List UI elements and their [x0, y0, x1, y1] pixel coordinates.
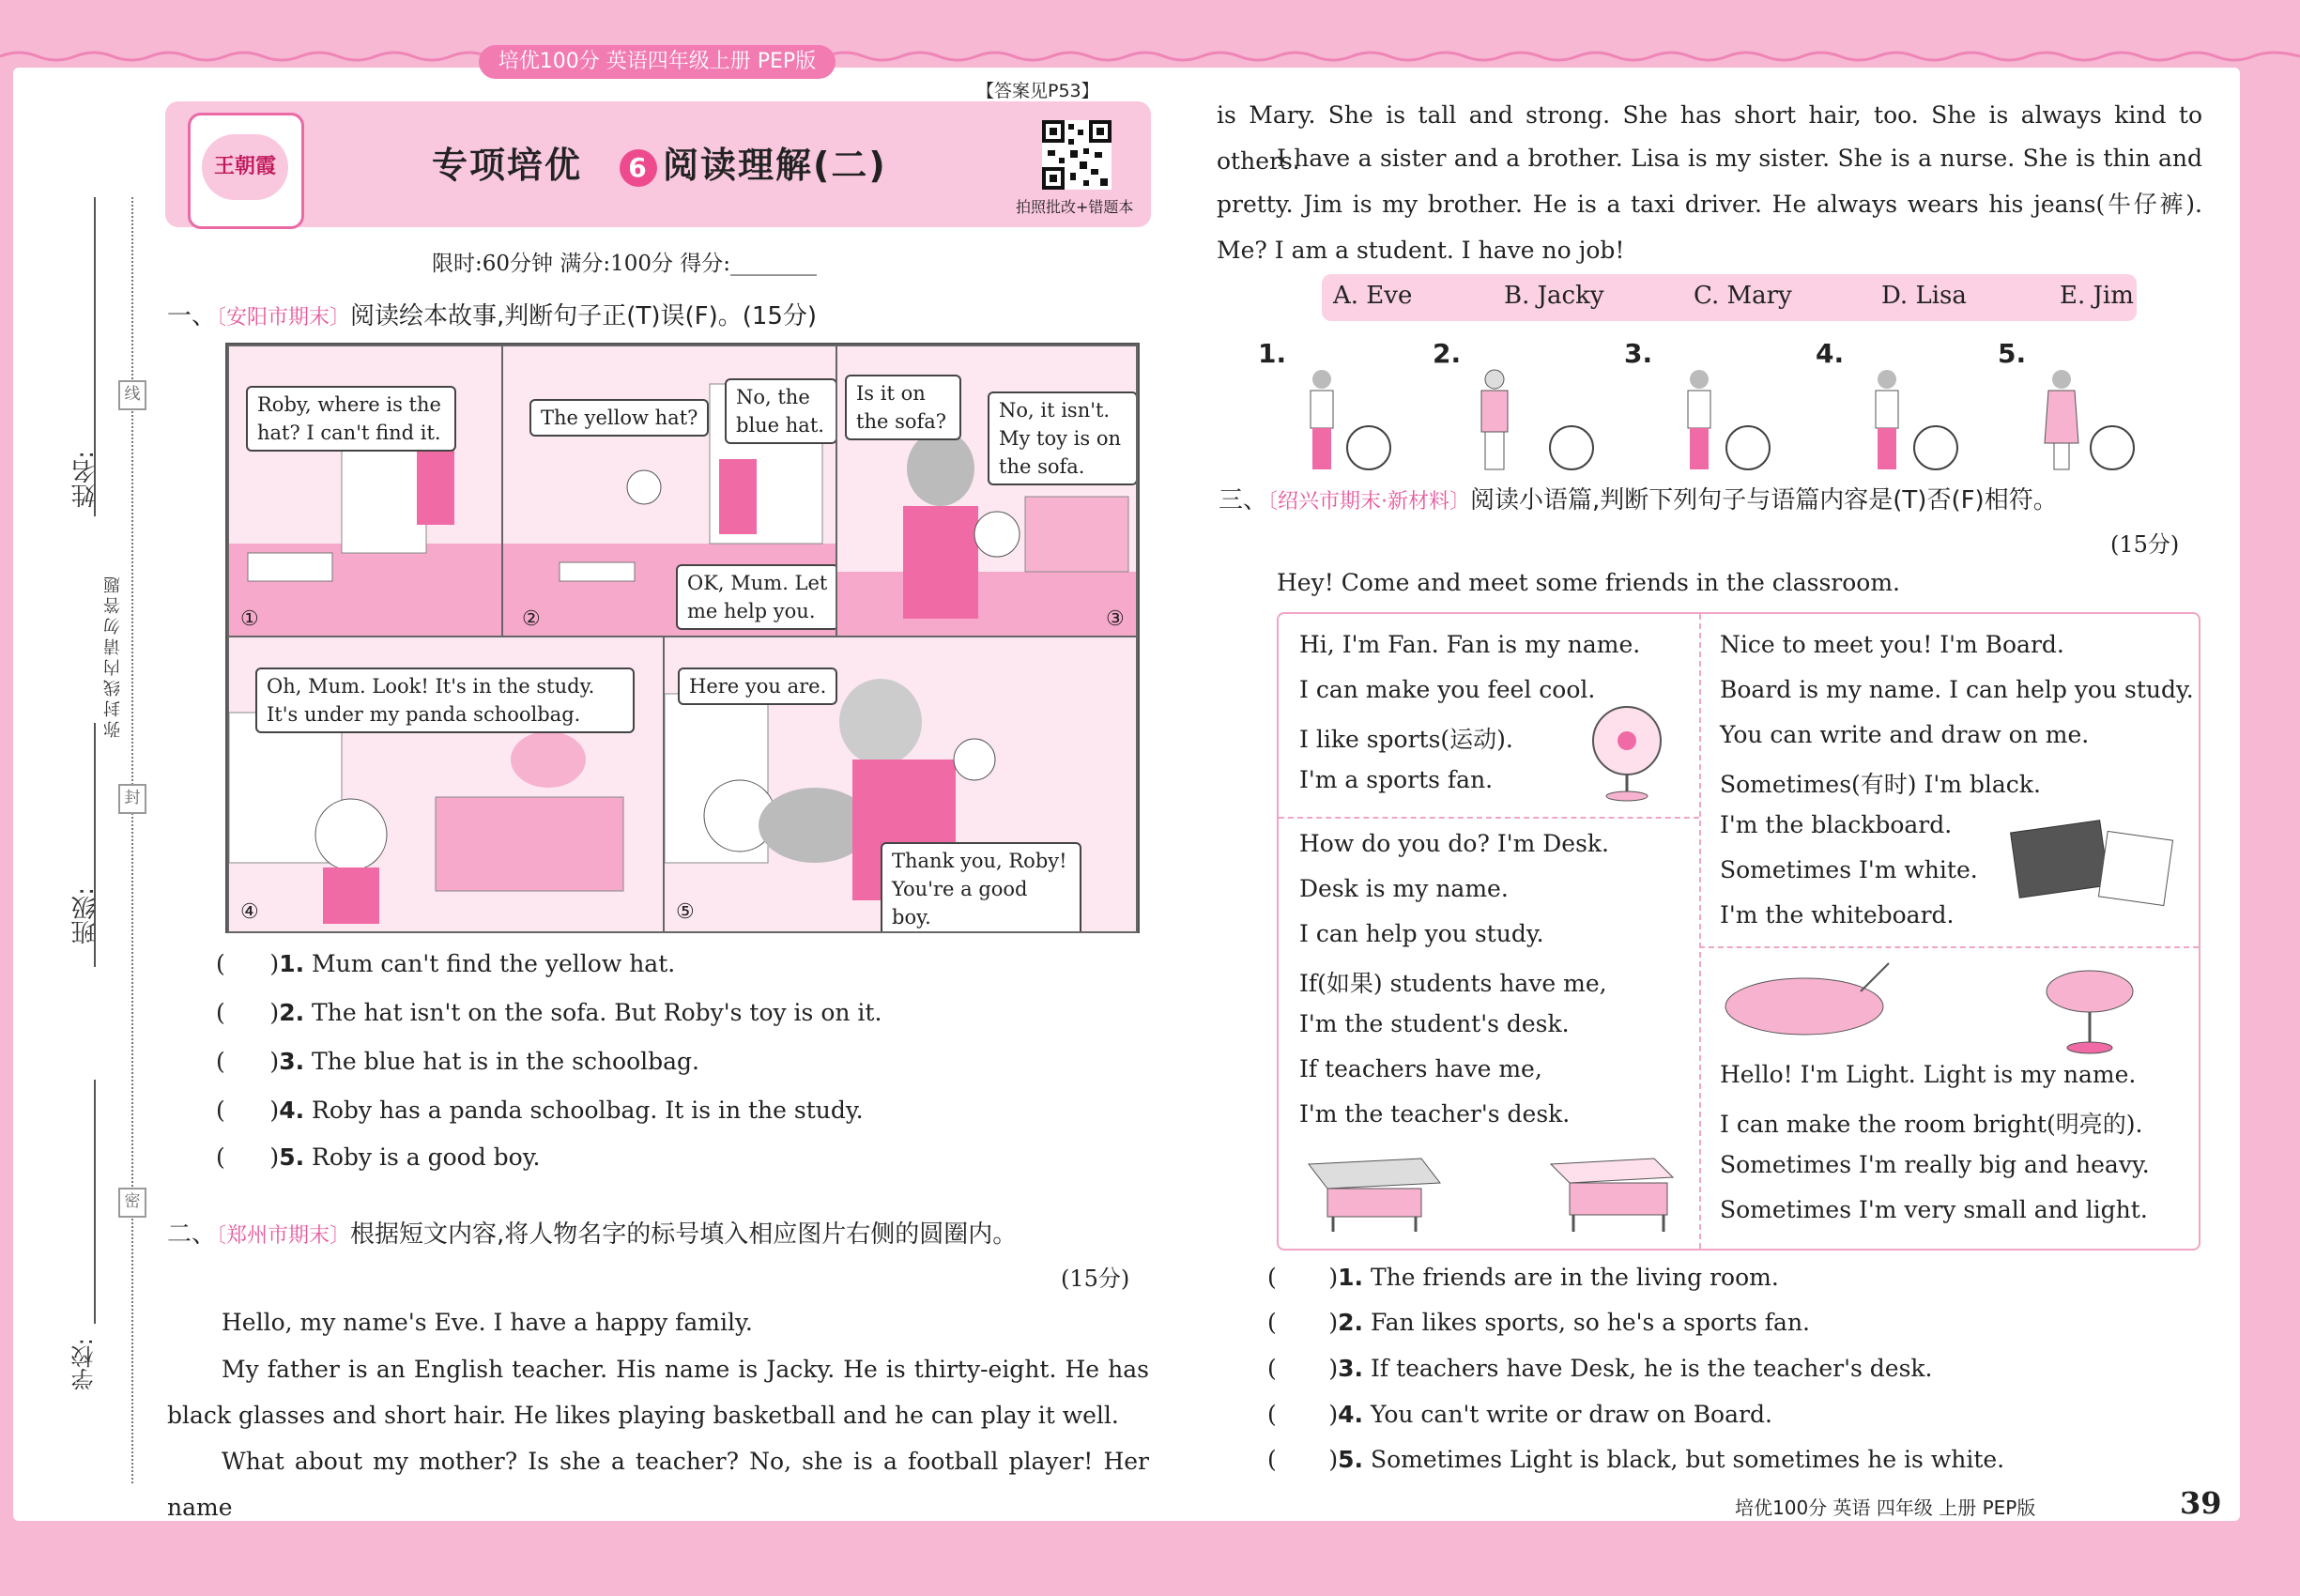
tf-item-1: ( )1. Mum can't find the yellow hat. [216, 950, 676, 977]
light-line: Hello! I'm Light. Light is my name. [1720, 1061, 2137, 1088]
section2-points: (15分) [1061, 1266, 1130, 1292]
figure-number: 2. [1433, 338, 1462, 369]
answer-circle[interactable] [1549, 425, 1594, 470]
grid-divider [1699, 614, 1701, 1249]
tf-item-2: ( )2. The hat isn't on the sofa. But Roby's toy is on it. [216, 999, 882, 1026]
s3-tf-item-1: ( )1. The friends are in the living room. [1267, 1264, 1779, 1291]
publisher-logo [188, 113, 304, 229]
board-line: Sometimes(有时) I'm black. [1720, 771, 2041, 798]
board-line: I'm the blackboard. [1720, 811, 1953, 838]
desk-line: If teachers have me, [1299, 1055, 1542, 1082]
teacher-desk-icon [1532, 1145, 1682, 1234]
item-text: You can't write or draw on Board. [1371, 1401, 1772, 1428]
name-label: 姓名: [71, 451, 100, 508]
lesson-number-badge: 6 [620, 149, 657, 187]
answer-circle[interactable] [1725, 425, 1771, 470]
name-options-bar [1322, 274, 2137, 321]
person-figure-icon [1680, 368, 1718, 473]
speech-bubble: No, it isn't. My toy is on the sofa. [988, 391, 1138, 485]
section2-source: 〔郑州市期末〕 [216, 1224, 351, 1248]
speech-bubble: The yellow hat? [529, 399, 709, 437]
page-title [432, 136, 887, 188]
passage-paragraph-3-cont: is Mary. She is tall and strong. She has short hair, too. She is always kind to others. [1217, 101, 2202, 175]
section3-source: 〔绍兴市期末·新材料〕 [1267, 490, 1471, 514]
figure-number: 4. [1816, 338, 1845, 369]
school-label: 学校: [71, 1338, 98, 1391]
blackboard-whiteboard-icon [2009, 807, 2178, 920]
pink-wave-border [0, 0, 2300, 75]
fan-line: I can make you feel cool. [1299, 676, 1596, 703]
panel-number: ④ [240, 900, 259, 924]
board-line: Nice to meet you! I'm Board. [1720, 631, 2064, 658]
tf-item-4: ( )4. Roby has a panda schoolbag. It is in the study. [216, 1097, 864, 1124]
seal-box-line: 线 [118, 380, 146, 410]
item-number: 2. [1338, 1309, 1364, 1336]
passage-paragraph-1: Hello, my name's Eve. I have a happy family. [222, 1309, 753, 1336]
book-tag: 培优100分 英语四年级上册 PEP版 [479, 45, 836, 79]
logo-text: 王朝霞 [202, 134, 288, 200]
light-lamps-icon [1710, 954, 2152, 1055]
answer-circle[interactable] [1913, 425, 1958, 470]
fan-line: Hi, I'm Fan. Fan is my name. [1299, 631, 1641, 658]
section1-heading [167, 297, 817, 331]
item-text: Roby has a panda schoolbag. It is in the study. [312, 1097, 864, 1124]
page-number: 39 [2180, 1485, 2222, 1521]
name-option: A. Eve [1333, 282, 1413, 310]
section3-instruction: 阅读小语篇,判断下列句子与语篇内容是(T)否(F)相符。 [1470, 486, 2058, 514]
s3-tf-item-2: ( )2. Fan likes sports, so he's a sports fan. [1267, 1309, 1811, 1336]
speech-bubble: Thank you, Roby! You're a good boy. [881, 842, 1081, 933]
tf-item-3: ( )3. The blue hat is in the schoolbag. [216, 1048, 699, 1075]
item-text: The friends are in the living room. [1371, 1264, 1779, 1291]
s3-tf-item-5: ( )5. Sometimes Light is black, but sometimes he is white. [1267, 1446, 2005, 1473]
person-figure-icon [1868, 368, 1906, 473]
section1-source: 〔安阳市期末〕 [216, 306, 351, 330]
figure-number: 3. [1624, 338, 1653, 369]
fan-line: I'm a sports fan. [1299, 766, 1494, 793]
comic-panel-1 [227, 345, 505, 639]
passage-paragraph-4: I have a sister and a brother. Lisa is my sister. She is a nurse. She is thin and pretty. Jim is my brother. He is a taxi driver. He always wears his jeans(牛仔裤). Me? I am a student. I have no job! [1217, 145, 2202, 264]
board-line: Sometimes I'm white. [1720, 856, 1978, 883]
speech-bubble: Here you are. [678, 668, 837, 705]
item-text: The hat isn't on the sofa. But Roby's toy is on it. [312, 999, 882, 1026]
speech-bubble: Roby, where is the hat? I can't find it. [246, 386, 456, 452]
light-line: Sometimes I'm very small and light. [1720, 1196, 2148, 1223]
section2-instruction: 根据短文内容,将人物名字的标号填入相应图片右侧的圆圈内。 [350, 1220, 1018, 1249]
qr-code-icon[interactable] [1042, 120, 1112, 190]
item-text: Fan likes sports, so he's a sports fan. [1371, 1309, 1811, 1336]
desk-line: I'm the teacher's desk. [1299, 1100, 1571, 1128]
passage-paragraph-2: My father is an English teacher. His name is Jacky. He is thirty-eight. He has black glasses and short hair. He likes playing basketball and he can play it well. [167, 1356, 1149, 1429]
comic-panel-2 [501, 345, 839, 639]
item-number: 3. [279, 1048, 305, 1075]
name-option: C. Mary [1694, 282, 1792, 310]
section3-heading [1219, 481, 2058, 515]
desk-line: I'm the student's desk. [1299, 1010, 1570, 1037]
s3-tf-item-4: ( )4. You can't write or draw on Board. [1267, 1401, 1772, 1428]
picture-story-comic [225, 343, 1140, 933]
name-option: D. Lisa [1881, 282, 1967, 310]
answer-reference: 【答案见P53】 [976, 81, 1099, 101]
section3-points: (15分) [2110, 531, 2180, 558]
seal-note: 弥封线内请勿答题 [103, 573, 123, 738]
speech-bubble: No, the blue hat. [725, 378, 837, 444]
section2-prefix: 二、 [167, 1220, 217, 1249]
person-figure-icon [1303, 368, 1341, 473]
item-text: Sometimes Light is black, but sometimes he is white. [1371, 1446, 2005, 1473]
person-figure-icon [1476, 368, 1513, 473]
grid-divider [1279, 817, 1699, 819]
section2-heading [167, 1215, 1017, 1250]
item-number: 4. [279, 1097, 305, 1124]
item-text: Mum can't find the yellow hat. [312, 950, 676, 977]
board-line: I'm the whiteboard. [1720, 901, 1955, 928]
fan-icon [1585, 698, 1669, 802]
light-line: Sometimes I'm really big and heavy. [1720, 1151, 2150, 1178]
speech-bubble: Is it on the sofa? [845, 375, 961, 440]
item-number: 4. [1338, 1401, 1364, 1428]
page-footer: 培优100分 英语 四年级 上册 PEP版 [1735, 1496, 2036, 1519]
panel-number: ① [240, 607, 259, 631]
item-text: The blue hat is in the schoolbag. [312, 1048, 699, 1075]
school-line [94, 1080, 96, 1324]
panel-number: ⑤ [676, 900, 695, 924]
fan-line: I like sports(运动). [1299, 726, 1513, 753]
figure-number: 1. [1258, 338, 1287, 369]
tf-item-5: ( )5. Roby is a good boy. [216, 1143, 541, 1171]
seal-box-secret: 密 [118, 1188, 146, 1218]
desk-line: I can help you study. [1299, 920, 1544, 947]
time-score-limits: 限时:60分钟 满分:100分 得分:________ [432, 252, 818, 276]
answer-circle[interactable] [2090, 425, 2135, 470]
qr-caption: 拍照批改+错题本 [1016, 198, 1134, 216]
section3-prefix: 三、 [1219, 486, 1268, 514]
grid-divider [1699, 946, 2199, 948]
item-number: 5. [1338, 1446, 1364, 1473]
person-figure-icon [2043, 368, 2080, 473]
item-number: 2. [279, 999, 305, 1026]
comic-panel-5 [663, 636, 1138, 933]
desk-line: How do you do? I'm Desk. [1299, 830, 1609, 857]
comic-panel-3 [836, 345, 1138, 639]
s3-tf-item-3: ( )3. If teachers have Desk, he is the teacher's desk. [1267, 1355, 1933, 1382]
item-text: If teachers have Desk, he is the teacher's desk. [1371, 1355, 1933, 1382]
answer-circle[interactable] [1346, 425, 1391, 470]
passage-paragraph-3: What about my mother? Is she a teacher? No, she is a football player! Her name [167, 1448, 1149, 1521]
class-label: 班级: [71, 887, 100, 944]
panel-number: ③ [1106, 607, 1125, 631]
title-prefix: 专项培优 [432, 145, 583, 186]
speech-bubble: OK, Mum. Let me help you. [676, 564, 839, 630]
speech-bubble: Oh, Mum. Look! It's in the study. It's under my panda schoolbag. [255, 668, 635, 733]
section1-instruction: 阅读绘本故事,判断句子正(T)误(F)。(15分) [350, 302, 818, 330]
board-line: Board is my name. I can help you study. [1720, 676, 2194, 703]
comic-panel-4 [227, 636, 667, 933]
classroom-friends-grid [1277, 612, 2200, 1251]
name-option: E. Jim [2060, 282, 2134, 310]
item-number: 1. [1338, 1264, 1364, 1291]
desk-line: If(如果) students have me, [1299, 970, 1607, 997]
title-main: 阅读理解(二) [663, 145, 887, 186]
light-line: I can make the room bright(明亮的). [1720, 1111, 2143, 1138]
item-number: 5. [279, 1143, 305, 1171]
section1-prefix: 一、 [167, 302, 217, 330]
seal-box-seal: 封 [118, 784, 146, 814]
item-number: 1. [279, 950, 305, 977]
name-option: B. Jacky [1504, 282, 1604, 310]
student-desk-icon [1299, 1145, 1449, 1234]
desk-line: Desk is my name. [1299, 875, 1509, 902]
panel-number: ② [522, 607, 541, 631]
item-number: 3. [1338, 1355, 1364, 1382]
section3-intro: Hey! Come and meet some friends in the classroom. [1277, 569, 1900, 596]
item-text: Roby is a good boy. [312, 1143, 541, 1171]
figure-number: 5. [1998, 338, 2027, 369]
board-line: You can write and draw on me. [1720, 721, 2090, 748]
